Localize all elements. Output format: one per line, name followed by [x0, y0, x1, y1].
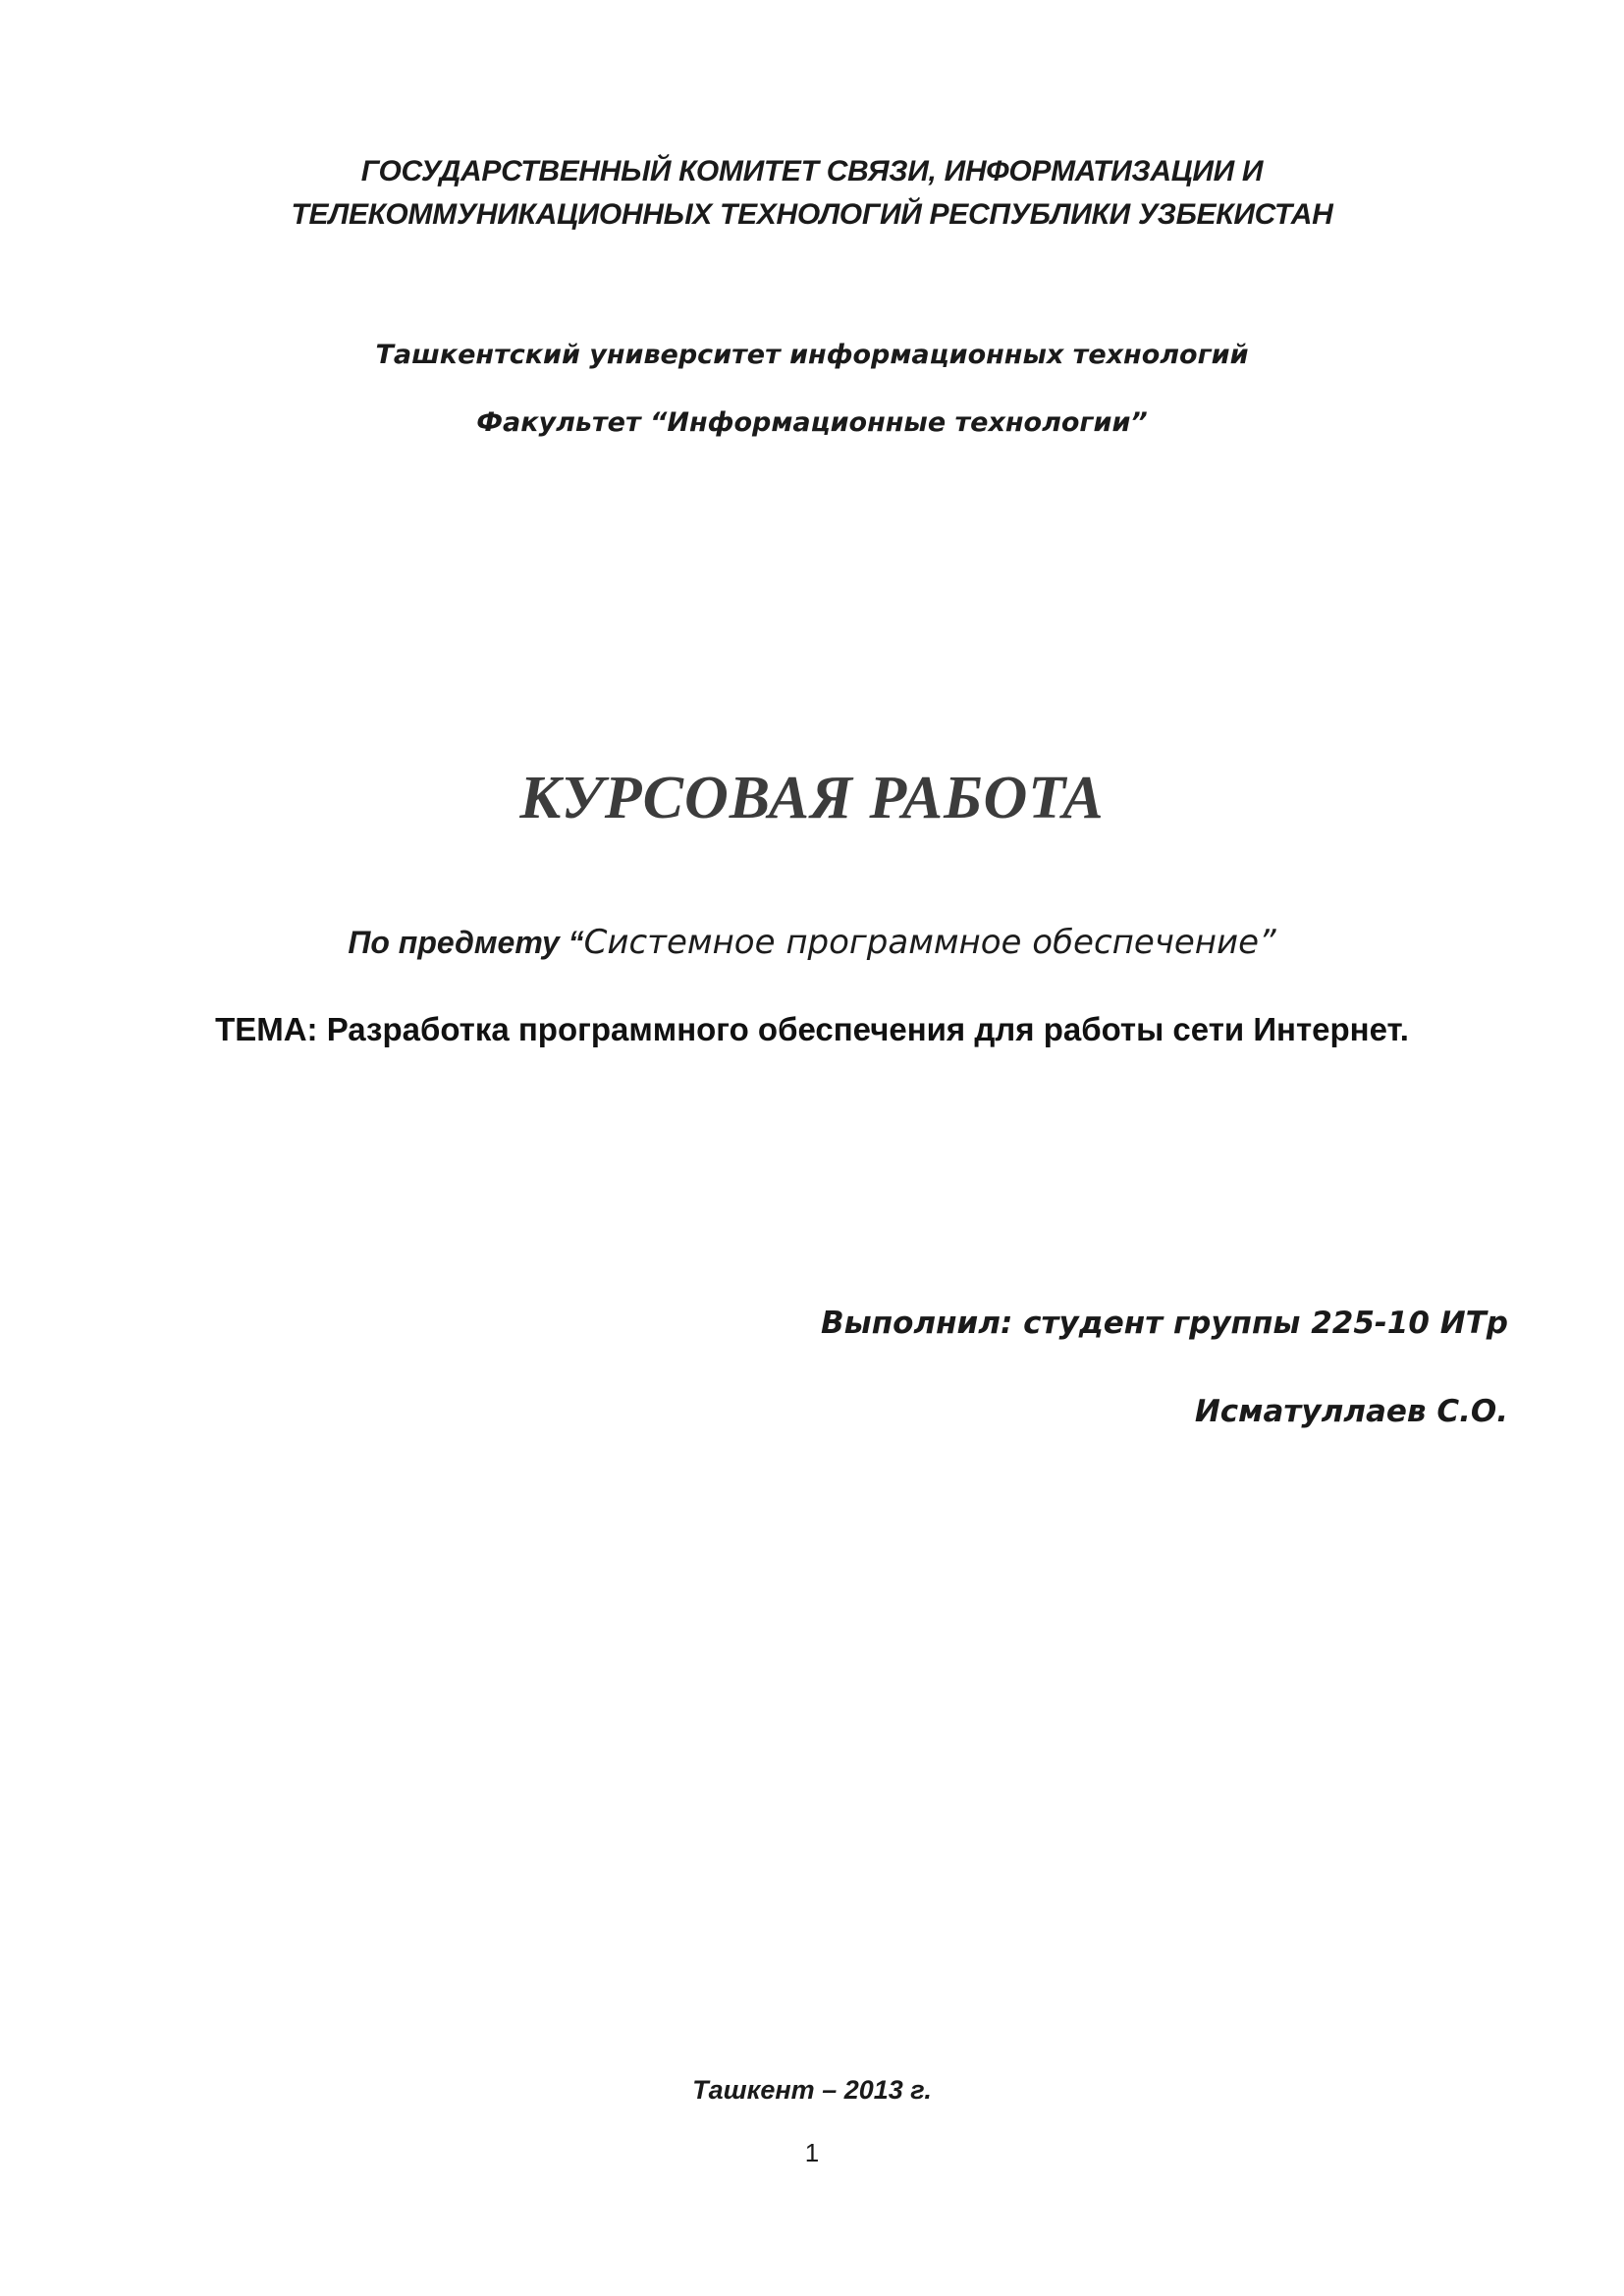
- ministry-line-1: ГОСУДАРСТВЕННЫЙ КОМИТЕТ СВЯЗИ, ИНФОРМАТИЗАЦИИ И: [360, 155, 1264, 187]
- subject-prefix: По предмету “: [348, 925, 584, 960]
- author-name: Исматуллаев С.О.: [1194, 1394, 1508, 1429]
- city-year: Ташкент – 2013 г.: [692, 2075, 932, 2105]
- topic-line: ТЕМА: Разработка программного обеспечения для работы сети Интернет.: [215, 1011, 1409, 1047]
- subject-name: Системное программное обеспечение”: [583, 923, 1276, 962]
- subject-line: [0, 923, 1624, 962]
- document-title: КУРСОВАЯ РАБОТА: [519, 765, 1105, 831]
- ministry-line-2: ТЕЛЕКОММУНИКАЦИОННЫХ ТЕХНОЛОГИЙ РЕСПУБЛИКИ УЗБЕКИСТАН: [291, 198, 1333, 231]
- page-number: 1: [804, 2138, 820, 2167]
- faculty-name: Факультет “Информационные технологии”: [476, 407, 1148, 438]
- author-group: Выполнил: студент группы 225-10 ИТр: [821, 1306, 1508, 1341]
- university-name: Ташкентский университет информационных технологий: [375, 340, 1249, 370]
